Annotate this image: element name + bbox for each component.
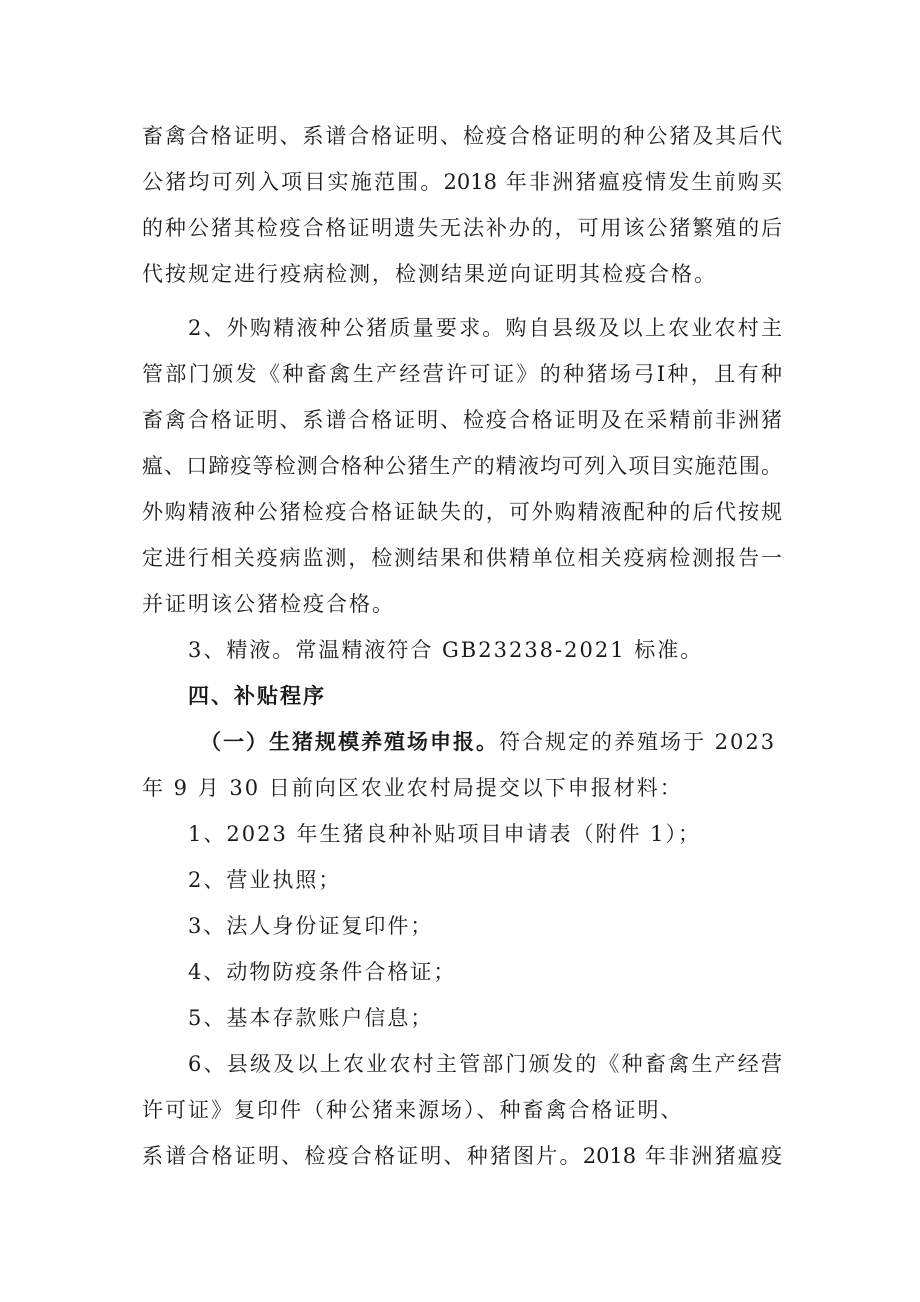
paragraph-line: 公猪均可列入项目实施范围。2018 年非洲猪瘟疫情发生前购买 (142, 170, 782, 194)
paragraph-line: 代按规定进行疫病检测，检测结果逆向证明其检疫合格。 (142, 262, 717, 286)
list-item: 2、营业执照； (188, 868, 342, 892)
subsection-title: （一）生猪规模养殖场申报。 (200, 730, 499, 754)
list-item: 4、动物防疫条件合格证； (188, 960, 457, 984)
paragraph-line: 3、精液。常温精液符合 GB23238-2021 标准。 (188, 638, 704, 662)
subsection-line (200, 728, 782, 756)
paragraph-line: 年 9 月 30 日前向区农业农村局提交以下申报材料： (142, 776, 683, 800)
paragraph-line: 的种公猪其检疫合格证明遗失无法补办的，可用该公猪繁殖的后 (142, 216, 782, 240)
list-item: 3、法人身份证复印件； (188, 914, 434, 938)
paragraph-line: 2、外购精液种公猪质量要求。购自县级及以上农业农村主 (188, 316, 782, 340)
section-heading: 四、补贴程序 (188, 684, 326, 708)
paragraph-line: 并证明该公猪检疫合格。 (142, 592, 395, 616)
paragraph-line: 定进行相关疫病监测，检测结果和供精单位相关疫病检测报告一 (142, 546, 782, 570)
paragraph-line: 畜禽合格证明、系谱合格证明、检疫合格证明及在采精前非洲猪 (142, 408, 782, 432)
list-item: 6、县级及以上农业农村主管部门颁发的《种畜禽生产经营 (188, 1052, 782, 1076)
list-item: 5、基本存款账户信息； (188, 1006, 434, 1030)
subsection-text: 符合规定的养殖场于 2023 (499, 730, 777, 754)
list-item: 1、2023 年生猪良种补贴项目申请表（附件 1）； (188, 822, 702, 846)
paragraph-line: 瘟、口蹄疫等检测合格种公猪生产的精液均可列入项目实施范围。 (142, 454, 782, 478)
paragraph-line: 外购精液种公猪检疫合格证缺失的，可外购精液配种的后代按规 (142, 500, 782, 524)
paragraph-line: 畜禽合格证明、系谱合格证明、检疫合格证明的种公猪及其后代 (142, 124, 782, 148)
paragraph-line: 许可证》复印件（种公猪来源场）、种畜禽合格证明、 (142, 1098, 684, 1122)
paragraph-line: 管部门颁发《种畜禽生产经营许可证》的种猪场弓Ⅰ种，且有种 (142, 362, 782, 386)
paragraph-line: 系谱合格证明、检疫合格证明、种猪图片。2018 年非洲猪瘟疫 (142, 1144, 782, 1168)
